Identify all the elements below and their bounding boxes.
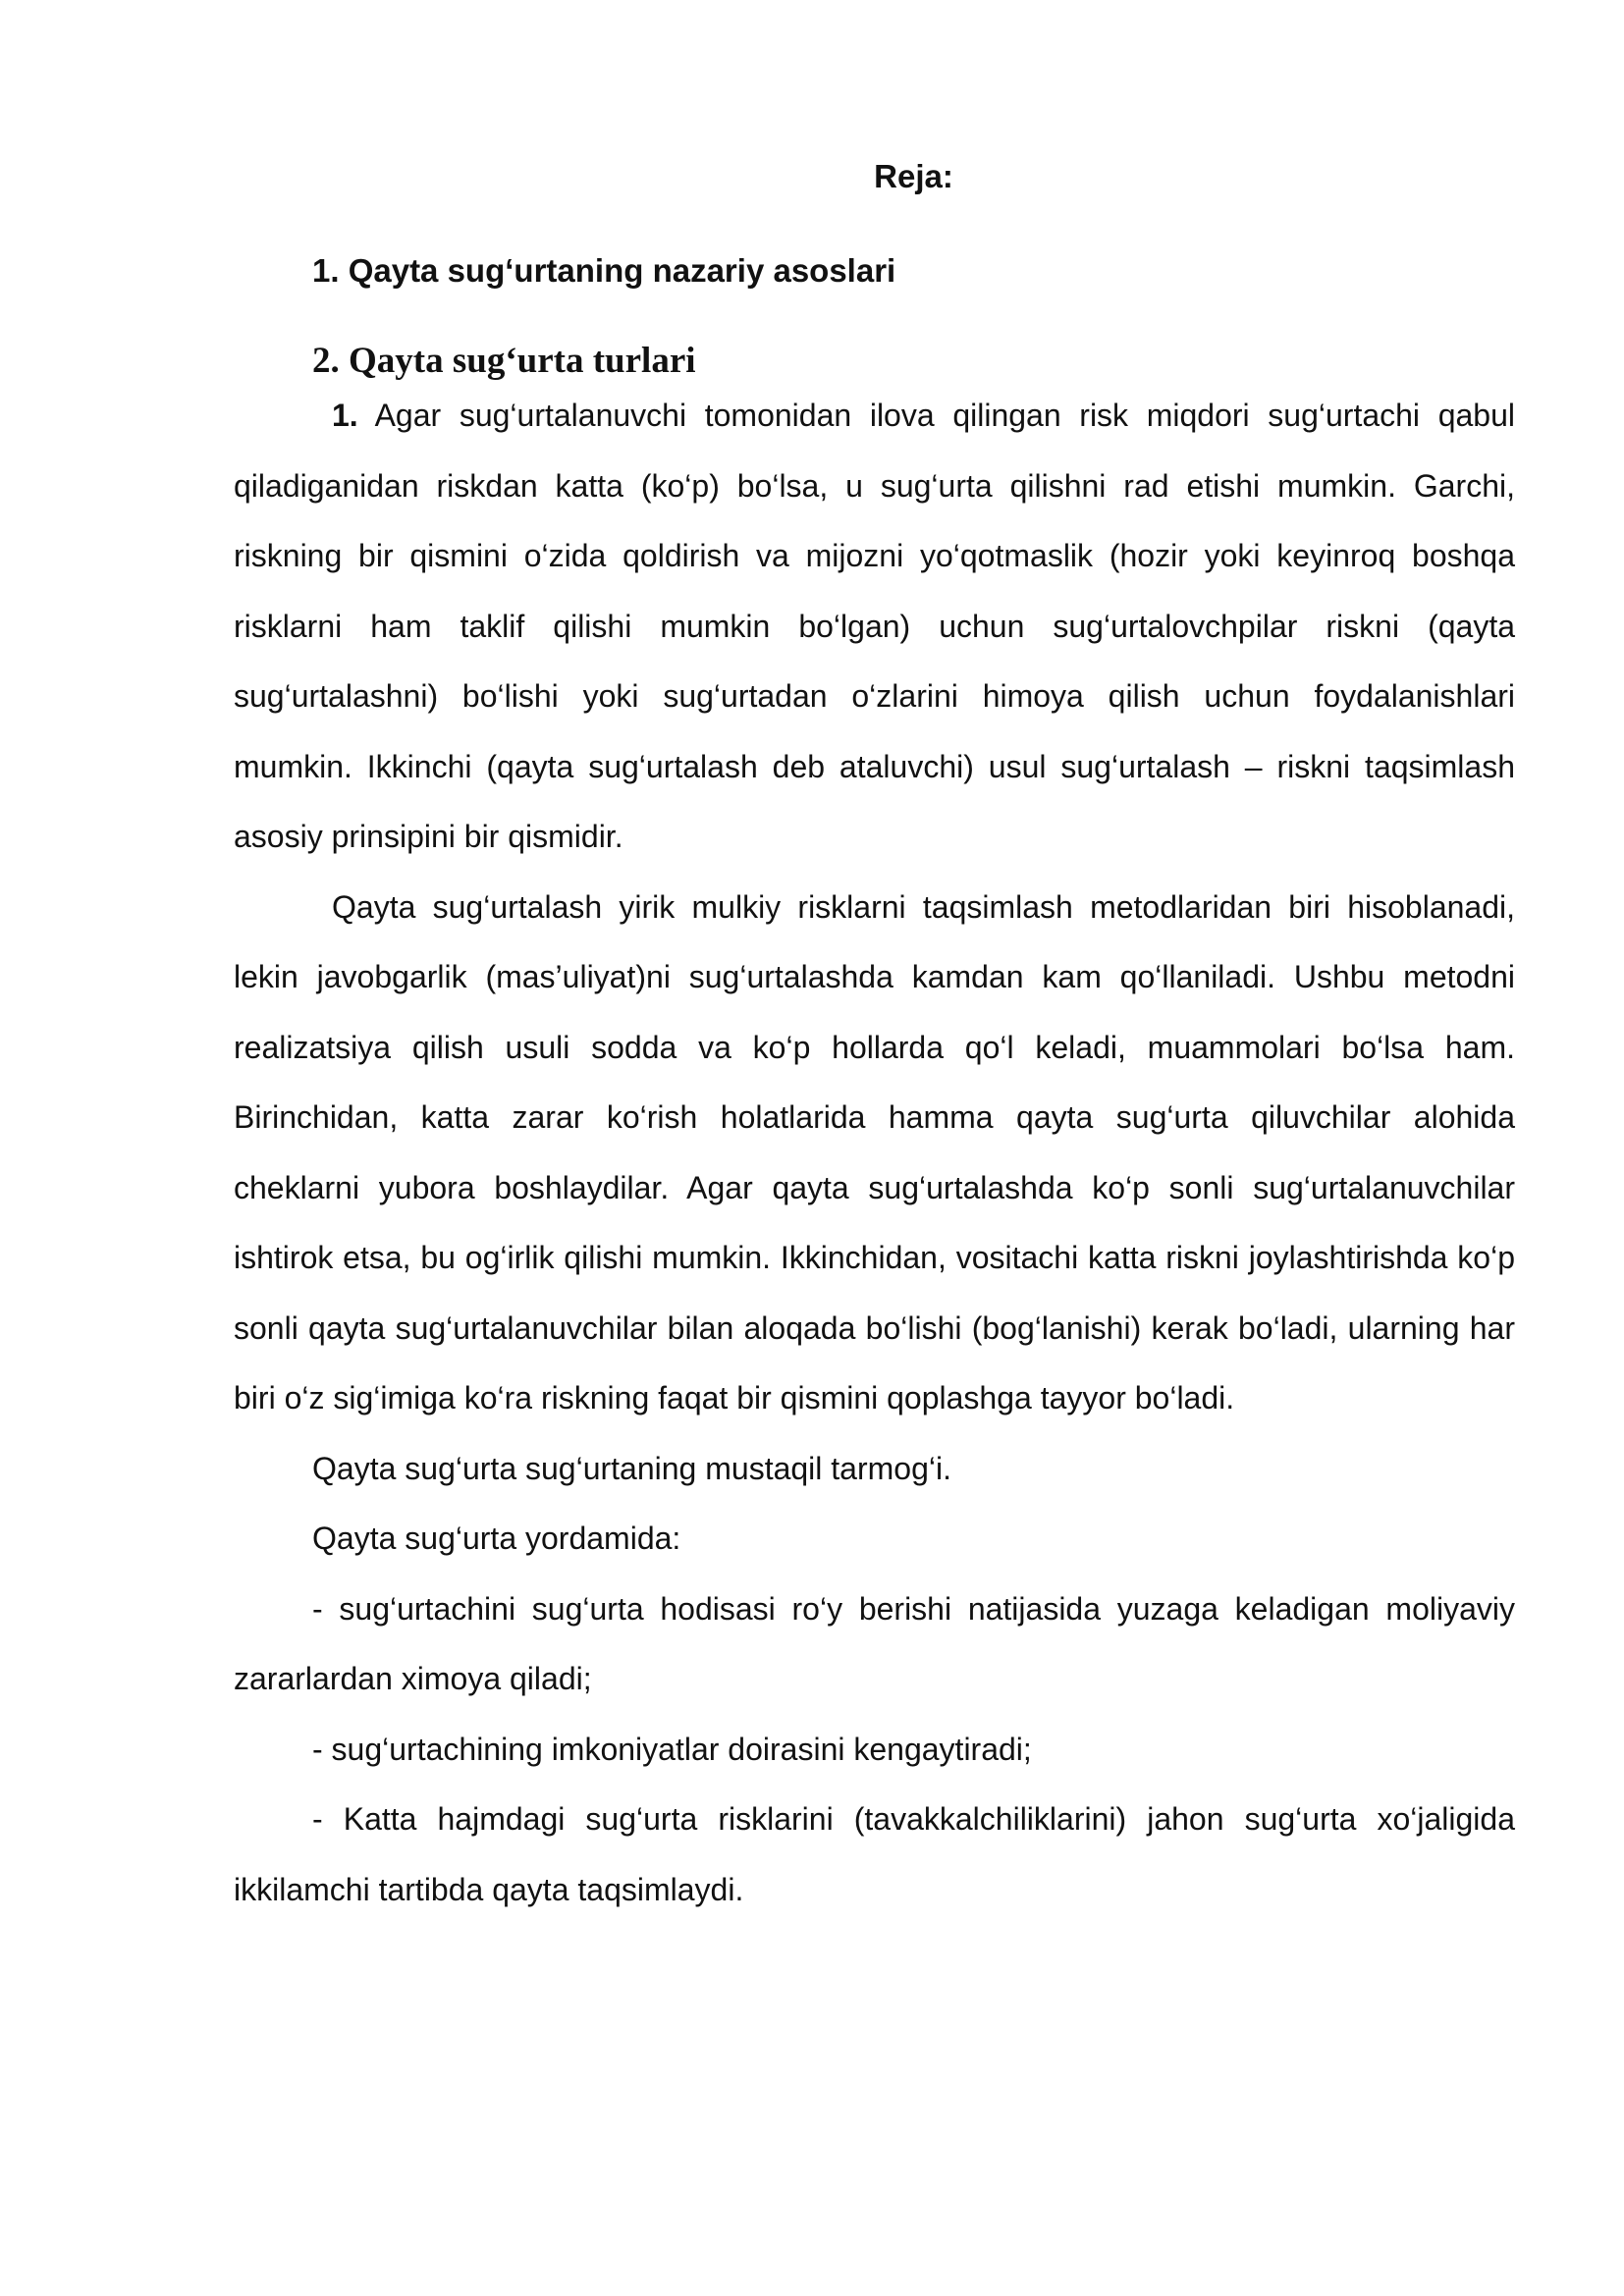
paragraph-2: Qayta sug‘urtalash yirik mulkiy risklarni taqsimlash metodlaridan biri hisoblanadi, lekin javobgarlik (mas’uliyat)ni sug‘urtalashda kamdan kam qo‘llaniladi. Ushbu metodni realizatsiya qilish usuli sodda va ko‘p hollarda qo‘l keladi, muammolari bo‘lsa ham. Birinchidan, katta zarar ko‘rish holatlarida hamma qayta sug‘urta qiluvchilar alohida cheklarni yubora boshlaydilar. Agar qayta sug‘urtalashda ko‘p sonli sug‘urtalanuvchilar ishtirok etsa, bu og‘irlik qilishi mumkin. Ikkinchidan, vositachi katta riskni joylashtirishda ko‘p sonli qayta sug‘urtalanuvchilar bilan aloqada bo‘lishi (bog‘lanishi) kerak bo‘ladi, ularning har biri o‘z sig‘imiga ko‘ra riskning faqat bir qismini qoplashga tayyor bo‘ladi. bbox=[234, 888, 1515, 1415]
paragraph-4: Qayta sug‘urta yordamida: bbox=[312, 1521, 681, 1556]
page-title: Reja: bbox=[874, 158, 953, 194]
document-page bbox=[234, 147, 1515, 1925]
paragraph-1-number: 1. bbox=[332, 398, 358, 433]
paragraph-1-text: Agar sug‘urtalanuvchi tomonidan ilova qilingan risk miqdori sug‘urtachi qabul qiladiganidan riskdan katta (ko‘p) bo‘lsa, u sug‘urta qilishni rad etishi mumkin. Garchi, riskning bir qismini o‘zida qoldirish va mijozni yo‘qotmaslik (hozir yoki keyinroq boshqa risklarni ham taklif qilishi mumkin bo‘lgan) uchun sug‘urtalovchpilar riskni (qayta sug‘urtalashni) bo‘lishi yoki sug‘urtadan o‘zlarini himoya qilish uchun foydalanishlari mumkin. Ikkinchi (qayta sug‘urtalash deb ataluvchi) usul sug‘urtalash – riskni taqsimlash asosiy prinsipini bir qismidir. bbox=[234, 398, 1515, 854]
plan-item-1: 1. Qayta sug‘urtaning nazariy asoslari bbox=[312, 252, 896, 289]
bullet-item-2: - sug‘urtachining imkoniyatlar doirasini kengaytiradi; bbox=[312, 1731, 1032, 1767]
plan-item-2: 2. Qayta sug‘urta turlari bbox=[312, 341, 696, 381]
paragraph-1 bbox=[234, 381, 1515, 873]
bullet-item-3: - Katta hajmdagi sug‘urta risklarini (tavakkalchiliklarini) jahon sug‘urta xo‘jaligida ikkilamchi tartibda qayta taqsimlaydi. bbox=[234, 1801, 1515, 1907]
bullet-item-1: - sug‘urtachini sug‘urta hodisasi ro‘y berishi natijasida yuzaga keladigan moliyaviy zararlardan ximoya qiladi; bbox=[234, 1590, 1515, 1696]
paragraph-3: Qayta sug‘urta sug‘urtaning mustaqil tarmog‘i. bbox=[312, 1450, 951, 1486]
